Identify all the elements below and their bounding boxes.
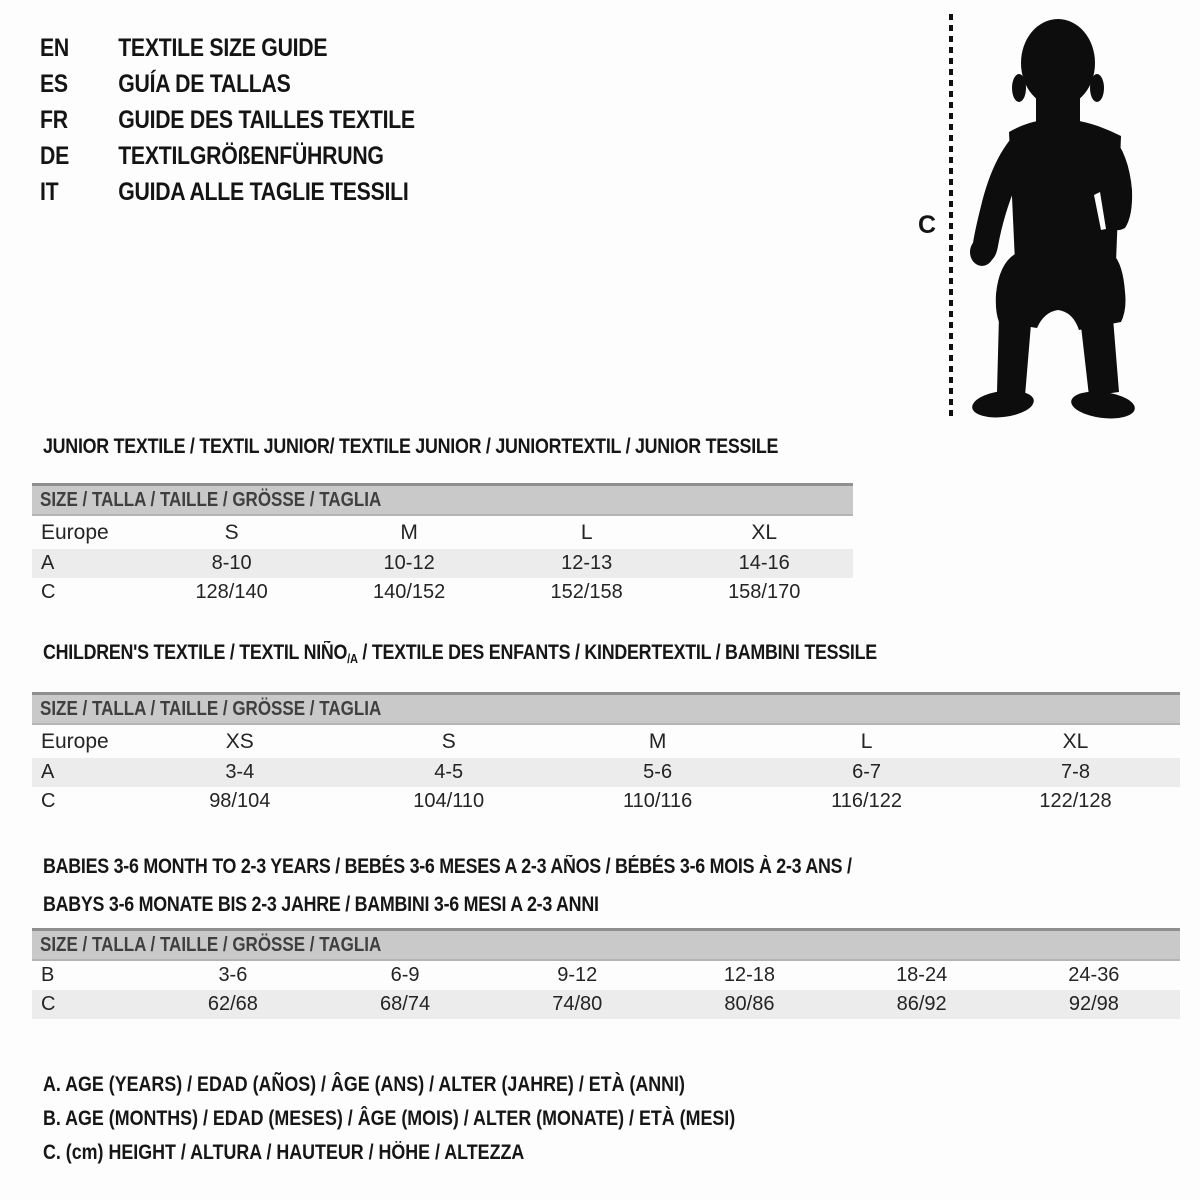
table-cell: 24-36: [1068, 964, 1120, 986]
table-cell: 116/122: [831, 790, 902, 812]
table-cell: 3-4: [225, 761, 255, 783]
table-cell: L: [860, 729, 873, 753]
legend-line-b: [43, 1102, 857, 1136]
table-cell: XL: [1062, 729, 1089, 753]
language-header: [40, 30, 415, 210]
language-code: EN: [40, 33, 70, 62]
table-row-europe: [32, 724, 1180, 758]
legend-line-c: [43, 1136, 857, 1170]
size-header-text: SIZE / TALLA / TAILLE / GRÖSSE / TAGLIA: [40, 933, 382, 956]
table-cell: 74/80: [552, 993, 603, 1015]
language-code: DE: [40, 141, 70, 170]
table-cell: B: [41, 964, 55, 986]
table-cell: 80/86: [724, 993, 775, 1015]
junior-size-table: [32, 483, 853, 607]
table-cell: 98/104: [209, 790, 271, 812]
measure-legend: [43, 1068, 857, 1170]
legend-line-b-text: B. AGE (MONTHS) / EDAD (MESES) / ÂGE (MOIS) / ALTER (MONATE) / ETÀ (MESI): [43, 1107, 736, 1130]
size-header-bar: [32, 930, 1180, 961]
language-label: GUIDE DES TAILLES TEXTILE: [118, 105, 415, 134]
size-header-text: SIZE / TALLA / TAILLE / GRÖSSE / TAGLIA: [40, 697, 382, 720]
language-code: IT: [40, 177, 59, 206]
height-measure-label: C: [918, 211, 937, 239]
table-cell: M: [400, 520, 418, 544]
table-cell: 12-13: [561, 552, 613, 574]
table-cell: 18-24: [896, 964, 948, 986]
table-cell: 8-10: [211, 552, 252, 574]
table-cell: A: [41, 761, 55, 783]
language-label: TEXTILE SIZE GUIDE: [118, 33, 328, 62]
table-row-c: [32, 990, 1180, 1019]
table-row-europe: [32, 515, 853, 549]
language-label: TEXTILGRÖßENFÜHRUNG: [118, 141, 384, 170]
table-cell: 110/116: [622, 790, 693, 812]
size-header-text: SIZE / TALLA / TAILLE / GRÖSSE / TAGLIA: [40, 488, 382, 511]
table-row-c: [32, 578, 853, 607]
table-cell: 3-6: [218, 964, 248, 986]
table-cell: 68/74: [380, 993, 431, 1015]
size-header-bar: [32, 485, 853, 516]
toddler-silhouette-icon: [963, 16, 1138, 420]
table-cell: 152/158: [550, 581, 623, 603]
table-cell: Europe: [41, 729, 109, 753]
table-cell: M: [648, 729, 667, 753]
babies-section-title-line2: [43, 893, 697, 917]
table-cell: 6-9: [390, 964, 420, 986]
babies-section-title-line1: [43, 855, 994, 879]
babies-title-line1-text: BABIES 3-6 MONTH TO 2-3 YEARS / BEBÉS 3-6 MESES A 2-3 AÑOS / BÉBÉS 3-6 MOIS À 2-3 ANS /: [43, 855, 852, 878]
children-section-title: [43, 641, 1024, 666]
table-cell: 92/98: [1068, 993, 1119, 1015]
table-cell: 9-12: [557, 964, 598, 986]
table-cell: 6-7: [852, 761, 881, 783]
table-cell: A: [41, 552, 55, 574]
table-cell: C: [41, 581, 56, 603]
language-row-de: [40, 138, 415, 174]
table-cell: 86/92: [896, 993, 947, 1015]
junior-section-title: [43, 435, 908, 459]
children-title-post: / TEXTILE DES ENFANTS / KINDERTEXTIL / BAMBINI TESSILE: [357, 641, 877, 664]
language-row-it: [40, 174, 415, 210]
height-measure-dashed-line: [949, 14, 953, 418]
table-row-c: [32, 787, 1180, 816]
children-section-title-text: [43, 641, 877, 666]
legend-line-c-text: C. (cm) HEIGHT / ALTURA / HAUTEUR / HÖHE / ALTEZZA: [43, 1141, 525, 1164]
table-cell: S: [224, 520, 239, 544]
table-cell: L: [580, 520, 593, 544]
language-code: ES: [40, 69, 68, 98]
table-cell: XL: [751, 520, 778, 544]
table-cell: S: [441, 729, 456, 753]
table-cell: 7-8: [1061, 761, 1090, 783]
language-row-es: [40, 66, 415, 102]
legend-line-a: [43, 1068, 857, 1102]
table-cell: 4-5: [434, 761, 464, 783]
table-cell: 128/140: [195, 581, 268, 603]
language-row-fr: [40, 102, 415, 138]
size-header-bar: [32, 694, 1180, 725]
table-cell: 10-12: [383, 552, 435, 574]
table-cell: 122/128: [1039, 790, 1112, 812]
language-code: FR: [40, 105, 68, 134]
table-cell: 12-18: [723, 964, 776, 986]
table-row-a: [32, 549, 853, 578]
table-cell: 158/170: [728, 581, 801, 603]
size-header-row: [32, 930, 1180, 961]
legend-line-a-text: A. AGE (YEARS) / EDAD (AÑOS) / ÂGE (ANS) / ALTER (JAHRE) / ETÀ (ANNI): [43, 1073, 685, 1096]
table-row-b: [32, 960, 1180, 990]
table-cell: 140/152: [372, 581, 446, 603]
table-row-a: [32, 758, 1180, 787]
table-cell: 14-16: [738, 552, 790, 574]
table-cell: 104/110: [413, 790, 485, 812]
children-title-pre: CHILDREN'S TEXTILE / TEXTIL NIÑO: [43, 641, 348, 664]
language-label: GUÍA DE TALLAS: [118, 69, 291, 98]
children-title-sub: /A: [347, 651, 358, 666]
size-header-row: [32, 485, 853, 516]
table-cell: 5-6: [643, 761, 673, 783]
children-size-table: [32, 692, 1180, 816]
language-label: GUIDA ALLE TAGLIE TESSILI: [118, 177, 409, 206]
table-cell: C: [41, 790, 56, 812]
table-cell: XS: [225, 729, 254, 753]
size-header-row: [32, 694, 1180, 725]
babies-size-table: [32, 928, 1180, 1019]
language-row-en: [40, 30, 415, 66]
table-cell: C: [41, 993, 56, 1015]
table-cell: Europe: [41, 520, 109, 544]
table-cell: 62/68: [207, 993, 258, 1015]
junior-section-title-text: JUNIOR TEXTILE / TEXTIL JUNIOR/ TEXTILE JUNIOR / JUNIORTEXTIL / JUNIOR TESSILE: [43, 435, 779, 458]
babies-title-line2-text: BABYS 3-6 MONATE BIS 2-3 JAHRE / BAMBINI 3-6 MESI A 2-3 ANNI: [43, 893, 599, 916]
